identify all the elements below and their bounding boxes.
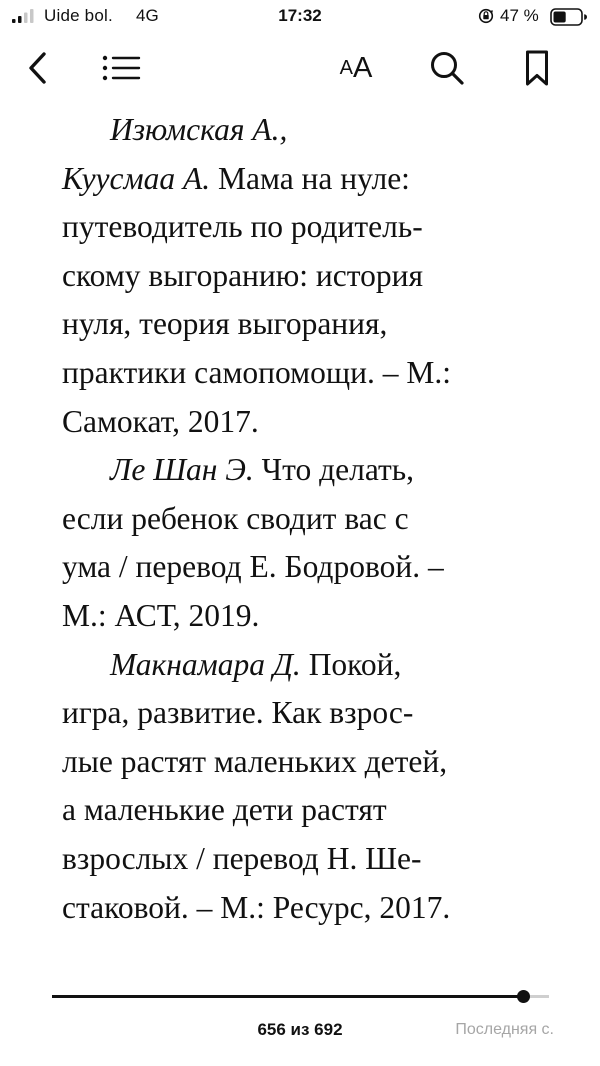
entry-text: а маленькие дети растят — [62, 792, 387, 828]
text-line — [62, 349, 562, 398]
text-line — [62, 641, 562, 690]
text-line — [62, 398, 562, 447]
entry-text: стаковой. – М.: Ресурс, 2017. — [62, 889, 451, 925]
network-type: 4G — [136, 6, 159, 25]
battery-icon — [550, 8, 588, 26]
reading-progress-fill — [52, 995, 523, 998]
bookmark-icon — [524, 49, 550, 87]
carrier-name: Uide bol. — [44, 6, 113, 25]
entry-text: Покой, — [300, 646, 402, 682]
text-line — [62, 155, 562, 204]
search-button[interactable] — [424, 44, 470, 92]
text-line — [62, 203, 562, 252]
font-size-button[interactable] — [328, 44, 384, 92]
search-icon — [428, 49, 466, 87]
table-of-contents-button[interactable] — [98, 44, 144, 92]
entry-text: ума / перевод Е. Бодровой. – — [62, 549, 444, 585]
entry-author: Куусмаа А. — [62, 160, 211, 196]
battery-level-fill — [554, 12, 566, 23]
list-icon — [101, 53, 141, 83]
battery-percent: 47 % — [500, 6, 539, 25]
text-line — [62, 495, 562, 544]
orientation-lock-icon — [478, 8, 494, 24]
entry-text: путеводитель по родитель- — [62, 209, 423, 245]
text-line — [62, 300, 562, 349]
font-big-glyph: A — [353, 51, 373, 84]
text-line — [62, 786, 562, 835]
reader-page — [62, 106, 562, 932]
entry-text: практики самопомощи. – М.: — [62, 354, 451, 390]
entry-author: Изюмская А., — [110, 112, 288, 147]
entry-text: Что делать, — [253, 452, 415, 488]
text-line — [62, 543, 562, 592]
entry-text: нуля, теория выгорания, — [62, 306, 388, 342]
bibliography-entry — [62, 641, 562, 933]
text-line — [62, 738, 562, 787]
reader-toolbar — [0, 44, 600, 94]
status-bar — [0, 0, 600, 36]
text-line — [62, 689, 562, 738]
entry-text: если ребенок сводит вас с — [62, 500, 409, 536]
reading-progress-slider[interactable] — [52, 995, 549, 998]
text-line — [62, 592, 562, 641]
entry-text: игра, развитие. Как взрос- — [62, 695, 414, 731]
chevron-left-icon — [27, 51, 49, 85]
entry-text: скому выгоранию: история — [62, 257, 423, 293]
text-line — [62, 252, 562, 301]
entry-text: М.: АСТ, 2019. — [62, 597, 260, 633]
text-line — [62, 835, 562, 884]
text-line — [62, 446, 562, 495]
entry-text: лые растят маленьких детей, — [62, 743, 448, 779]
text-line — [62, 884, 562, 933]
bibliography-entry — [62, 446, 562, 640]
back-button[interactable] — [18, 44, 58, 92]
last-page-link[interactable]: Последняя с. — [455, 1021, 554, 1038]
bookmark-button[interactable] — [514, 44, 560, 92]
text-line — [62, 106, 562, 155]
status-time: 17:32 — [278, 6, 322, 25]
entry-author: Ле Шан Э. — [110, 452, 254, 488]
entry-text: Самокат, 2017. — [62, 403, 259, 439]
entry-author: Макнамара Д. — [110, 646, 301, 682]
font-small-glyph: A — [339, 56, 353, 79]
entry-text: Мама на нуле: — [210, 160, 410, 196]
reading-progress-handle[interactable] — [517, 990, 530, 1003]
bibliography-entry — [62, 106, 562, 446]
entry-text: взрослых / перевод Н. Ше- — [62, 840, 422, 876]
page-counter: 656 из 692 — [257, 1020, 343, 1039]
